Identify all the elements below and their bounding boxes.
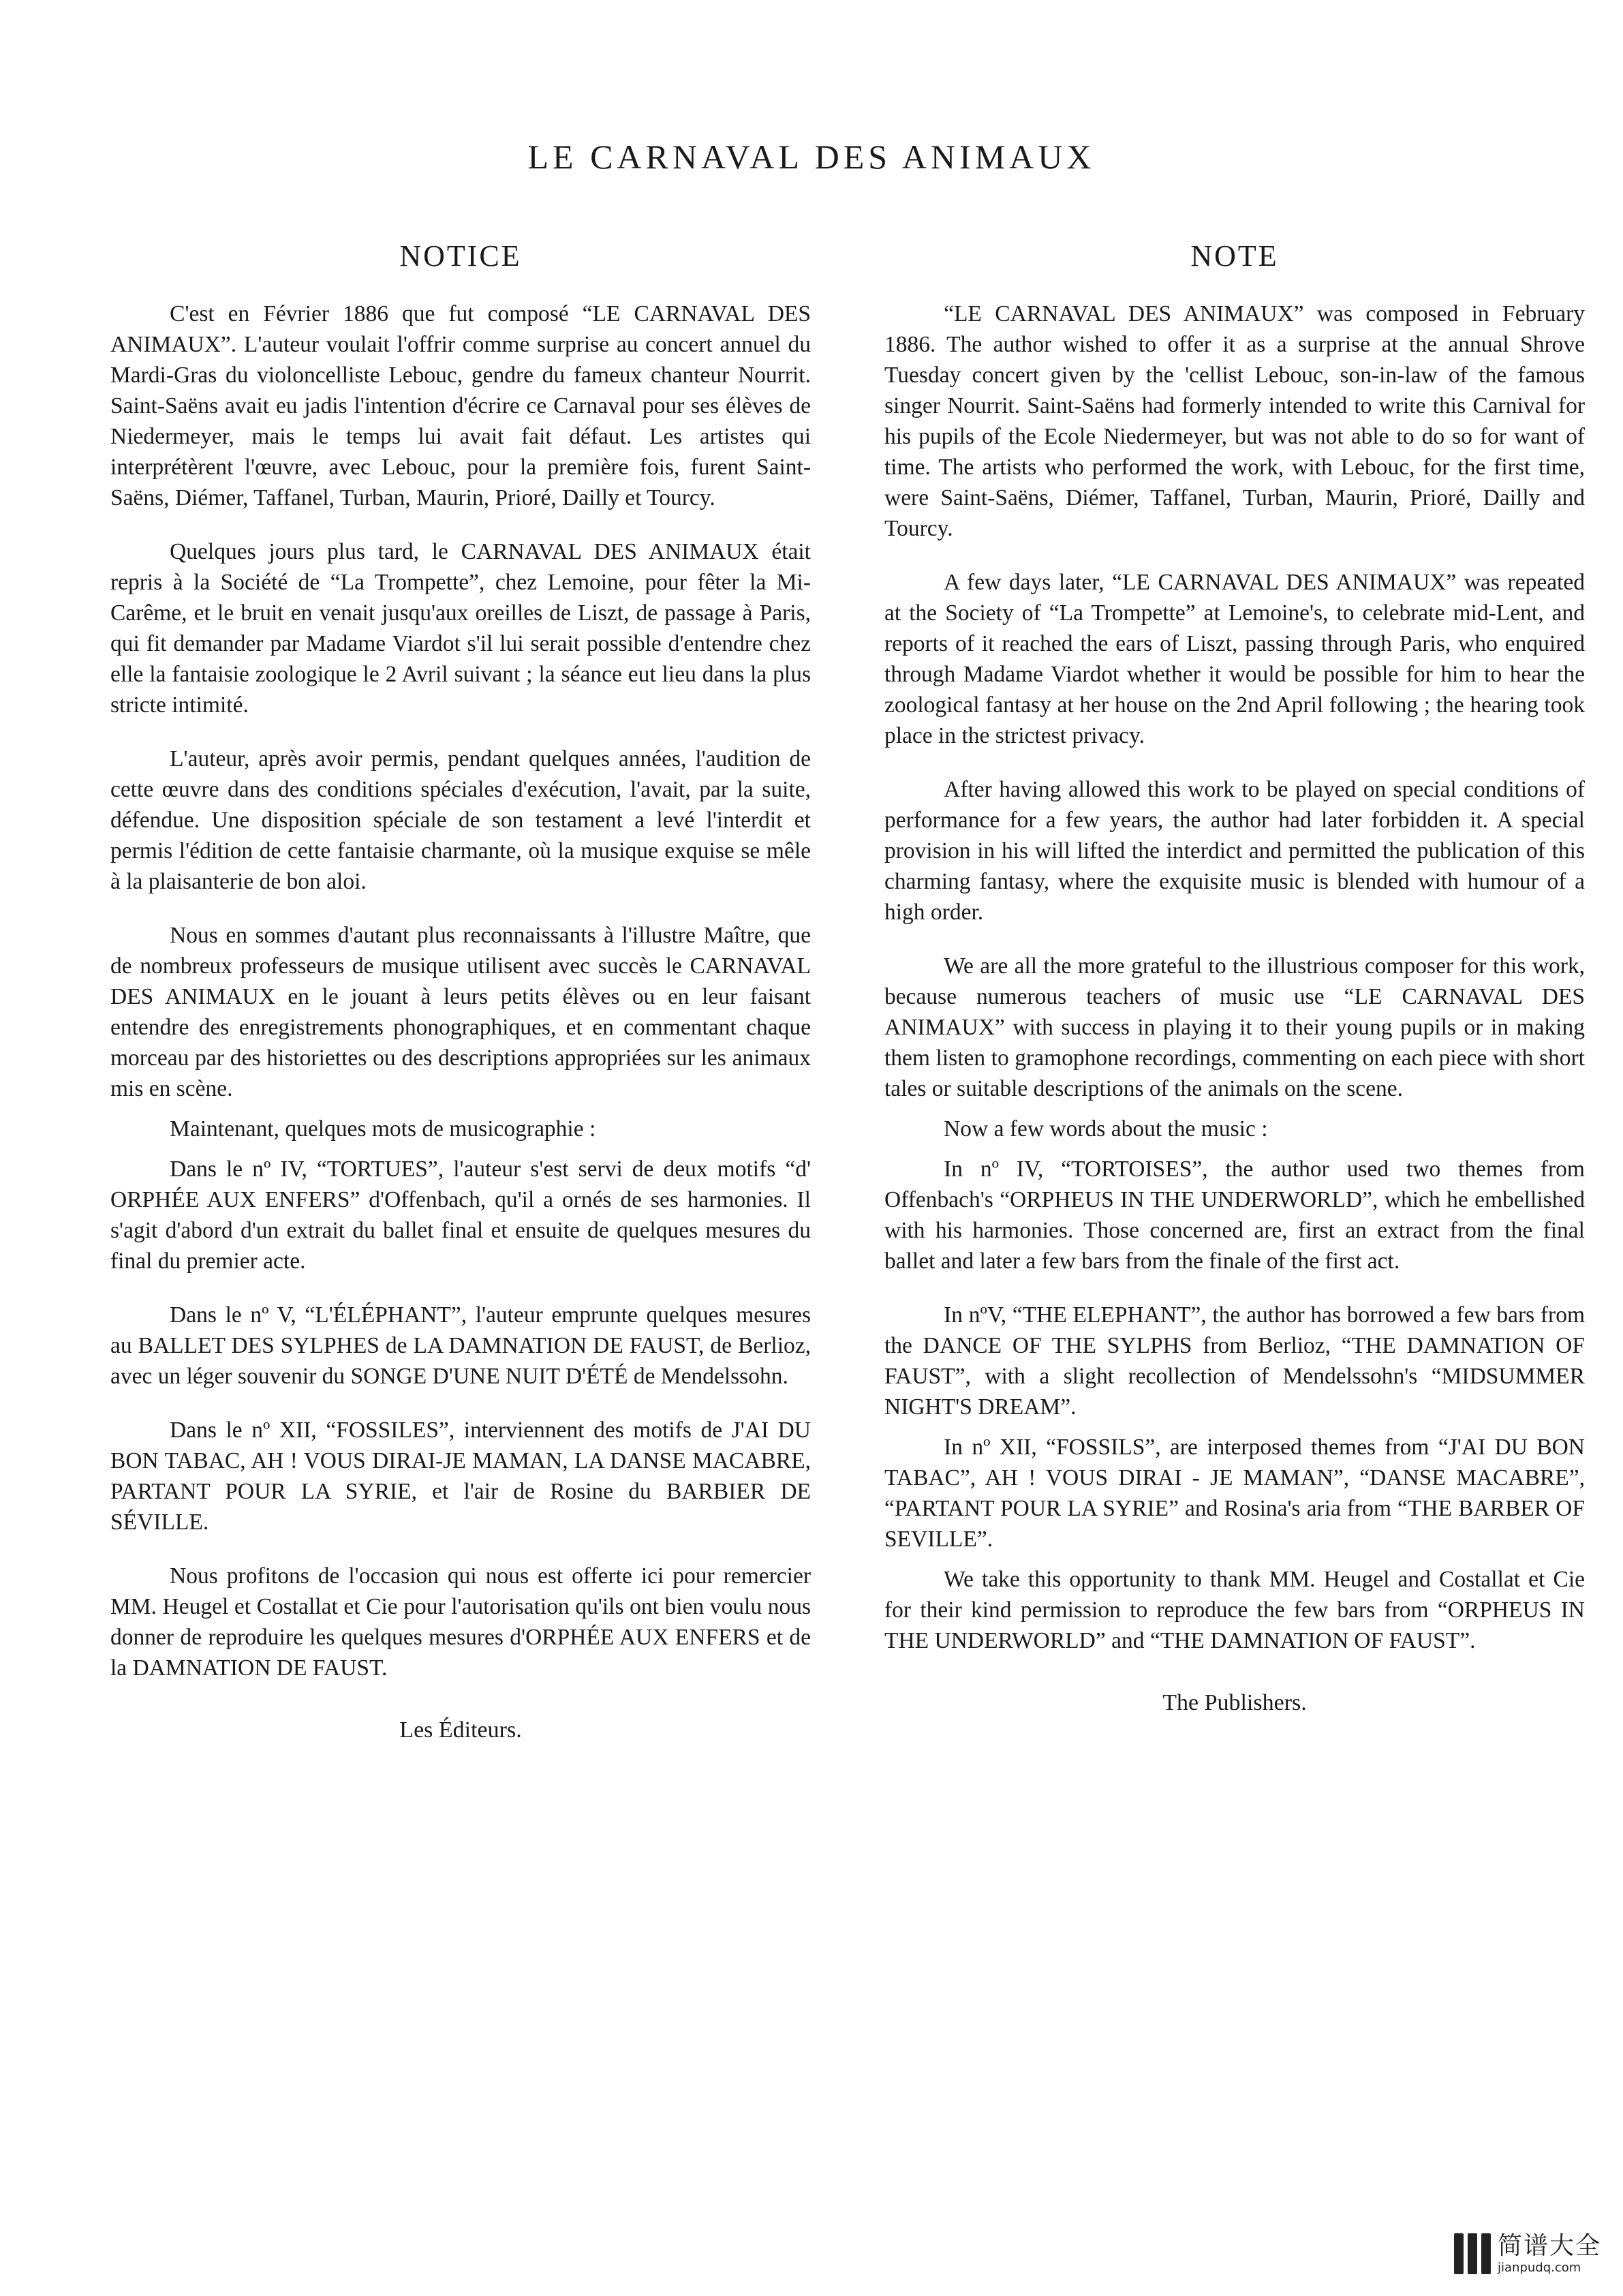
note-column-english bbox=[884, 237, 1585, 1718]
notice-paragraph: Nous profitons de l'occasion qui nous est offerte ici pour remercier MM. Heugel et Costallat et Cie pour l'autorisation qu'ils ont bien voulu nous donner de reproduire les quelques mesures d'ORPHÉE AUX ENFERS et de la DAMNATION DE FAUST. bbox=[110, 1563, 811, 1681]
note-paragraph: A few days later, “LE CARNAVAL DES ANIMAUX” was repeated at the Society of “La Trompette” at Lemoine's, to celebrate mid-Lent, and reports of it reached the ears of Liszt, passing through Paris, who enquired through Madame Viardot whether it would be possible for him to hear the zoological fantasy at her house on the 2nd April following ; the hearing took place in the strictest privacy. bbox=[884, 570, 1585, 748]
notice-column-french bbox=[110, 237, 811, 1745]
notice-paragraph: Quelques jours plus tard, le CARNAVAL DES ANIMAUX était repris à la Société de “La Trompette”, chez Lemoine, pour fêter la Mi-Carême, et le bruit en venait jusqu'aux oreilles de Liszt, de passage à Paris, qui fit demander par Madame Viardot s'il lui serait possible d'entendre chez elle la fantaisie zoologique le 2 Avril suivant ; la séance eut lieu dans la plus stricte intimité. bbox=[110, 539, 811, 718]
notice-paragraph: Nous en sommes d'autant plus reconnaissants à l'illustre Maître, que de nombreux professeurs de musique utilisent avec succès le CARNAVAL DES ANIMAUX en le jouant à leurs petits élèves ou en leur faisant entendre des enregistrements phonographiques, et en commentant chaque morceau par des historiettes ou des descriptions appropriées sur les animaux mis en scène. bbox=[110, 923, 811, 1101]
note-paragraph: In nº IV, “TORTOISES”, the author used two themes from Offenbach's “ORPHEUS IN THE UNDERWORLD”, which he embellished with his harmonies. Those concerned are, first an extract from the final ballet and later a few bars from the finale of the first act. bbox=[884, 1157, 1585, 1274]
notice-paragraph: Dans le nº V, “L'ÉLÉPHANT”, l'auteur emprunte quelques mesures au BALLET DES SYLPHES de LA DAMNATION DE FAUST, de Berlioz, avec un léger souvenir du SONGE D'UNE NUIT D'ÉTÉ de Mendelssohn. bbox=[110, 1302, 811, 1389]
notice-heading: NOTICE bbox=[399, 239, 522, 273]
notice-paragraph: Dans le nº IV, “TORTUES”, l'auteur s'est servi de deux motifs “d' ORPHÉE AUX ENFERS” d'Offenbach, qu'il a ornés de ses harmonies. Il s'agit d'abord d'un extrait du ballet final et ensuite de quelques mesures du final du premier acte. bbox=[110, 1157, 811, 1274]
note-paragraph: After having allowed this work to be played on special conditions of performance for a few years, the author had later forbidden it. A special provision in his will lifted the interdict and permitted the publication of this charming fantasy, where the exquisite music is blended with humour of a high order. bbox=[884, 777, 1585, 925]
page-title: LE CARNAVAL DES ANIMAUX bbox=[527, 138, 1096, 176]
note-paragraph: In nºV, “THE ELEPHANT”, the author has borrowed a few bars from the DANCE OF THE SYLPHS from Berlioz, “THE DAMNATION OF FAUST”, with a slight recollection of Mendelssohn's “MIDSUMMER NIGHT'S DREAM”. bbox=[884, 1302, 1585, 1420]
notice-paragraph: L'auteur, après avoir permis, pendant quelques années, l'audition de cette œuvre dans des conditions spéciales d'exécution, l'avait, par la suite, défendue. Une disposition spéciale de son testament a levé l'interdit et permis l'édition de cette fantaisie charmante, où la musique exquise se mêle à la plaisanterie de bon aloi. bbox=[110, 746, 811, 894]
notice-paragraph: C'est en Février 1886 que fut composé “LE CARNAVAL DES ANIMAUX”. L'auteur voulait l'offrir comme surprise au concert annuel du Mardi-Gras du violoncelliste Lebouc, gendre du fameux chanteur Nourrit. Saint-Saëns avait eu jadis l'intention d'écrire ce Carnaval pour ses élèves de Niedermeyer, mais le temps lui avait fait défaut. Les artistes qui interprétèrent l'œuvre, avec Lebouc, pour la première fois, furent Saint-Saëns, Diémer, Taffanel, Turban, Maurin, Prioré, Dailly et Tourcy. bbox=[110, 301, 811, 510]
note-paragraph: In nº XII, “FOSSILS”, are interposed themes from “J'AI DU BON TABAC”, AH ! VOUS DIRAI - JE MAMAN”, “DANSE MACABRE”, “PARTANT POUR LA SYRIE” and Rosina's aria from “THE BARBER OF SEVILLE”. bbox=[884, 1435, 1585, 1552]
note-paragraph: We take this opportunity to thank MM. Heugel and Costallat et Cie for their kind permission to reproduce the few bars from “ORPHEUS IN THE UNDERWORLD” and “THE DAMNATION OF FAUST”. bbox=[884, 1567, 1585, 1653]
note-paragraph: Now a few words about the music : bbox=[944, 1116, 1268, 1142]
note-signature: The Publishers. bbox=[1162, 1690, 1307, 1715]
note-paragraph: We are all the more grateful to the illustrious composer for this work, because numerous teachers of music use “LE CARNAVAL DES ANIMAUX” with success in playing it to their young pupils or in making them listen to gramophone recordings, commenting on each piece with short tales or suitable descriptions of the animals on the scene. bbox=[884, 953, 1585, 1101]
note-heading: NOTE bbox=[1190, 239, 1279, 273]
watermark-text: 简谱大全 bbox=[1498, 2232, 1602, 2260]
watermark-url: jianpudq.com bbox=[1498, 2261, 1581, 2275]
watermark-logo-icon bbox=[1454, 2233, 1491, 2274]
notice-signature: Les Éditeurs. bbox=[399, 1717, 522, 1743]
notice-paragraph: Dans le nº XII, “FOSSILES”, interviennent des motifs de J'AI DU BON TABAC, AH ! VOUS DIRAI-JE MAMAN, LA DANSE MACABRE, PARTANT POUR LA SYRIE, et l'air de Rosine du BARBIER DE SÉVILLE. bbox=[110, 1418, 811, 1535]
note-paragraph: “LE CARNAVAL DES ANIMAUX” was composed in February 1886. The author wished to offer it as a surprise at the annual Shrove Tuesday concert given by the 'cellist Lebouc, son-in-law of the famous singer Nourrit. Saint-Saëns had formerly intended to write this Carnival for his pupils of the Ecole Niedermeyer, but was not able to do so for want of time. The artists who performed the work, with Lebouc, for the first time, were Saint-Saëns, Diémer, Taffanel, Turban, Maurin, Prioré, Dailly and Tourcy. bbox=[884, 301, 1585, 541]
notice-paragraph: Maintenant, quelques mots de musicographie : bbox=[170, 1116, 596, 1142]
watermark bbox=[1454, 2221, 1609, 2286]
